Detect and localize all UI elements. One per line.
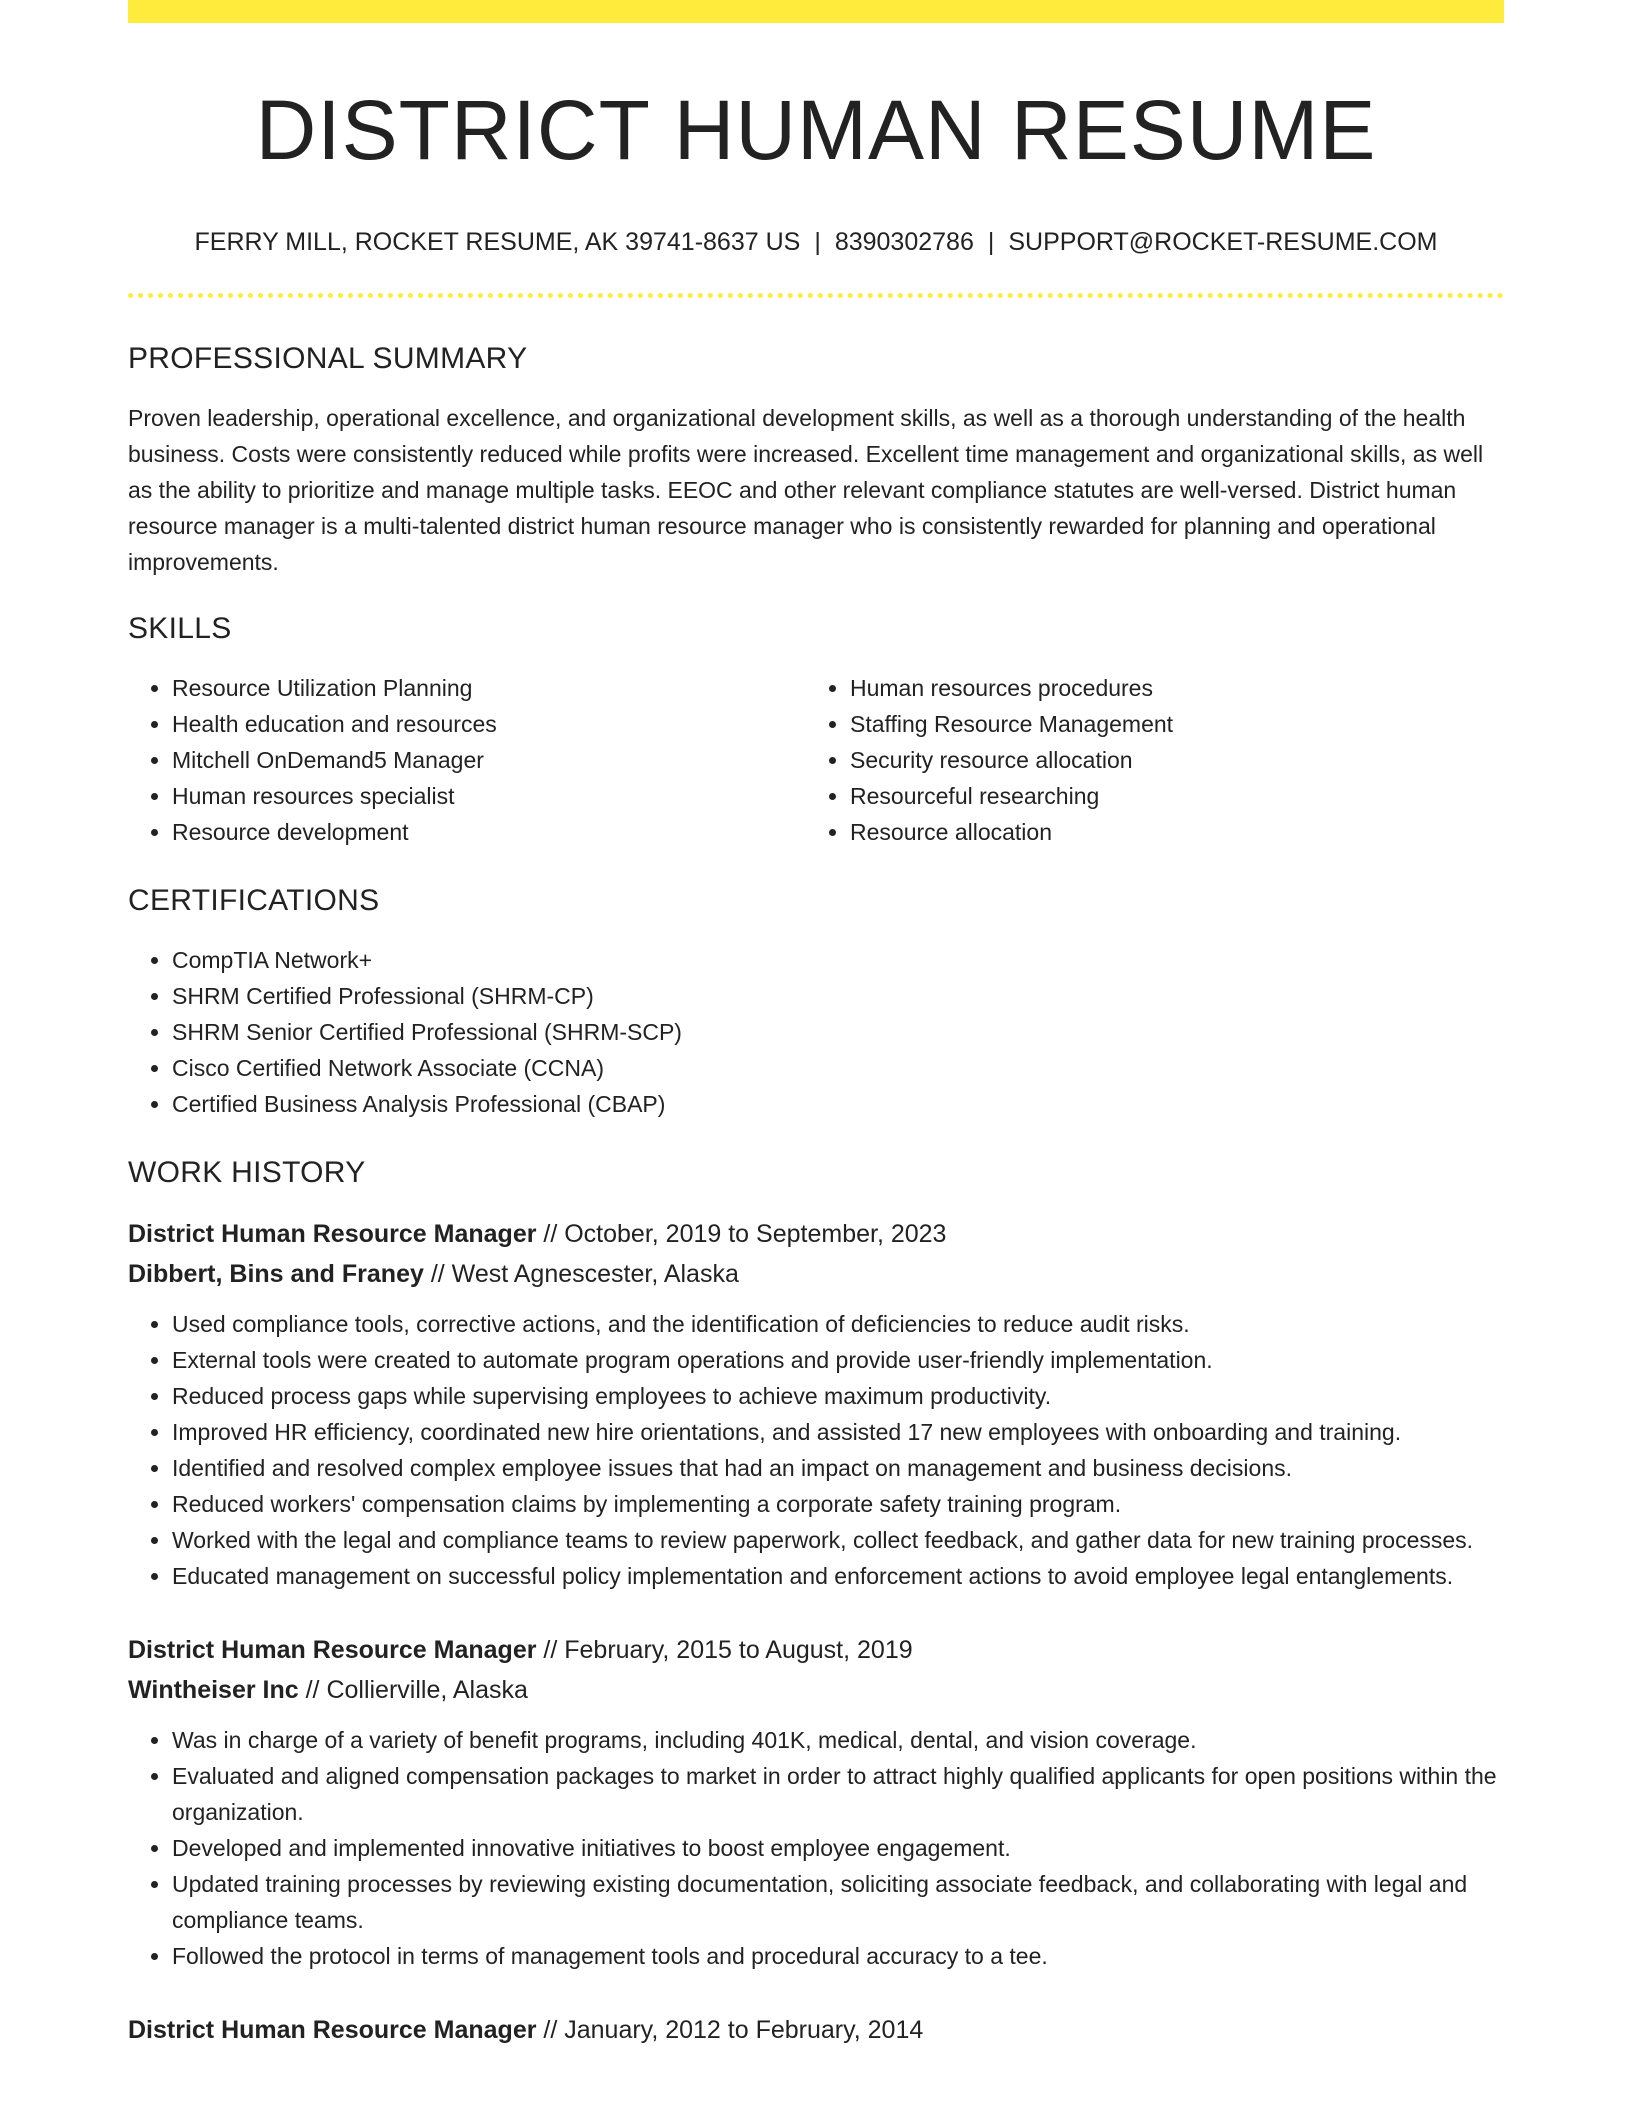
skills-list-left — [128, 670, 806, 850]
section-title-work-history: WORK HISTORY — [128, 1156, 366, 1189]
job-company-line — [128, 1670, 1504, 1710]
job-bullet: • Educated management on successful policy implementation and enforcement actions to avoid employee legal entanglements. — [172, 1558, 1504, 1594]
job-entry — [128, 1214, 1504, 1594]
skills-column-left — [128, 670, 806, 850]
job-company: Wintheiser Inc — [128, 1676, 299, 1704]
skill-item: • Resource development — [172, 814, 806, 850]
job-company: Dibbert, Bins and Franey — [128, 1260, 424, 1288]
job-bullet: • Identified and resolved complex employee issues that had an impact on management and business decisions. — [172, 1450, 1504, 1486]
skill-item: • Mitchell OnDemand5 Manager — [172, 742, 806, 778]
certification-item: • CompTIA Network+ — [172, 942, 1504, 978]
contact-phone: 8390302786 — [834, 228, 974, 256]
certification-item: • SHRM Senior Certified Professional (SHRM-SCP) — [172, 1014, 1504, 1050]
job-bullet: • Updated training processes by reviewing existing documentation, soliciting associate feedback, and collaborating with legal and compliance teams. — [172, 1866, 1504, 1938]
job-location: // Collierville, Alaska — [298, 1676, 528, 1704]
job-bullet: • Was in charge of a variety of benefit programs, including 401K, medical, dental, and vision coverage. — [172, 1722, 1504, 1758]
job-title-line — [128, 2010, 1504, 2050]
job-bullet: • Reduced process gaps while supervising employees to achieve maximum productivity. — [172, 1378, 1504, 1414]
skills-grid — [128, 670, 1504, 850]
job-role: District Human Resource Manager — [128, 1636, 537, 1664]
job-bullet: • External tools were created to automate program operations and provide user-friendly implementation. — [172, 1342, 1504, 1378]
resume-content — [128, 0, 1504, 2050]
skill-item: • Human resources specialist — [172, 778, 806, 814]
job-bullet: • Developed and implemented innovative initiatives to boost employee engagement. — [172, 1830, 1504, 1866]
section-title-certifications: CERTIFICATIONS — [128, 884, 380, 917]
section-title-summary: PROFESSIONAL SUMMARY — [128, 342, 528, 375]
job-bullet: • Evaluated and aligned compensation packages to market in order to attract highly qualified applicants for open positions within the organization. — [172, 1758, 1504, 1830]
job-bullet: • Reduced workers' compensation claims by implementing a corporate safety training program. — [172, 1486, 1504, 1522]
skill-item: • Resource allocation — [850, 814, 1484, 850]
job-dates: // February, 2015 to August, 2019 — [536, 1636, 913, 1664]
contact-email: SUPPORT@ROCKET-RESUME.COM — [1008, 228, 1438, 256]
job-bullet: • Improved HR efficiency, coordinated new hire orientations, and assisted 17 new employees with onboarding and training. — [172, 1414, 1504, 1450]
skills-column-right — [806, 670, 1484, 850]
contact-separator: | — [987, 228, 995, 256]
job-dates: // October, 2019 to September, 2023 — [536, 1220, 947, 1248]
certifications-list — [128, 942, 1504, 1122]
job-entry — [128, 2010, 1504, 2050]
skill-item: • Resource Utilization Planning — [172, 670, 806, 706]
job-location: // West Agnescester, Alaska — [423, 1260, 739, 1288]
skill-item: • Human resources procedures — [850, 670, 1484, 706]
job-bullet: • Worked with the legal and compliance teams to review paperwork, collect feedback, and gather data for new training processes. — [172, 1522, 1504, 1558]
certification-item: • Cisco Certified Network Associate (CCNA) — [172, 1050, 1504, 1086]
skill-item: • Staffing Resource Management — [850, 706, 1484, 742]
summary-text: Proven leadership, operational excellence, and organizational development skills, as well as a thorough understanding of the health business. Costs were consistently reduced while profits were increased. Excellent time management and organizational skills, as well as the ability to prioritize and manage multiple tasks. EEOC and other relevant compliance statutes are well-versed. District human resource manager is a multi-talented district human resource manager who is consistently rewarded for planning and operational improvements. — [128, 405, 1484, 575]
skill-item: • Resourceful researching — [850, 778, 1484, 814]
contact-line — [128, 226, 1504, 258]
job-entry — [128, 1630, 1504, 1974]
job-company-line — [128, 1254, 1504, 1294]
job-bullet: • Used compliance tools, corrective actions, and the identification of deficiencies to reduce audit risks. — [172, 1306, 1504, 1342]
skill-item: • Health education and resources — [172, 706, 806, 742]
job-bullet: • Followed the protocol in terms of management tools and procedural accuracy to a tee. — [172, 1938, 1504, 1974]
resume-name: DISTRICT HUMAN RESUME — [255, 83, 1377, 177]
certification-item: • Certified Business Analysis Professional (CBAP) — [172, 1086, 1504, 1122]
contact-address: FERRY MILL, ROCKET RESUME, AK 39741-8637 US — [194, 228, 801, 256]
contact-separator: | — [814, 228, 821, 256]
job-role: District Human Resource Manager — [128, 2016, 537, 2044]
job-dates: // January, 2012 to February, 2014 — [536, 2016, 924, 2044]
section-title-skills: SKILLS — [128, 612, 232, 645]
certification-item: • SHRM Certified Professional (SHRM-CP) — [172, 978, 1504, 1014]
skills-list-right — [806, 670, 1484, 850]
job-bullets — [128, 1306, 1504, 1594]
dotted-divider — [128, 293, 1504, 298]
job-title-line — [128, 1630, 1504, 1670]
job-bullets — [128, 1722, 1504, 1974]
job-role: District Human Resource Manager — [128, 1220, 537, 1248]
skill-item: • Security resource allocation — [850, 742, 1484, 778]
job-title-line — [128, 1214, 1504, 1254]
